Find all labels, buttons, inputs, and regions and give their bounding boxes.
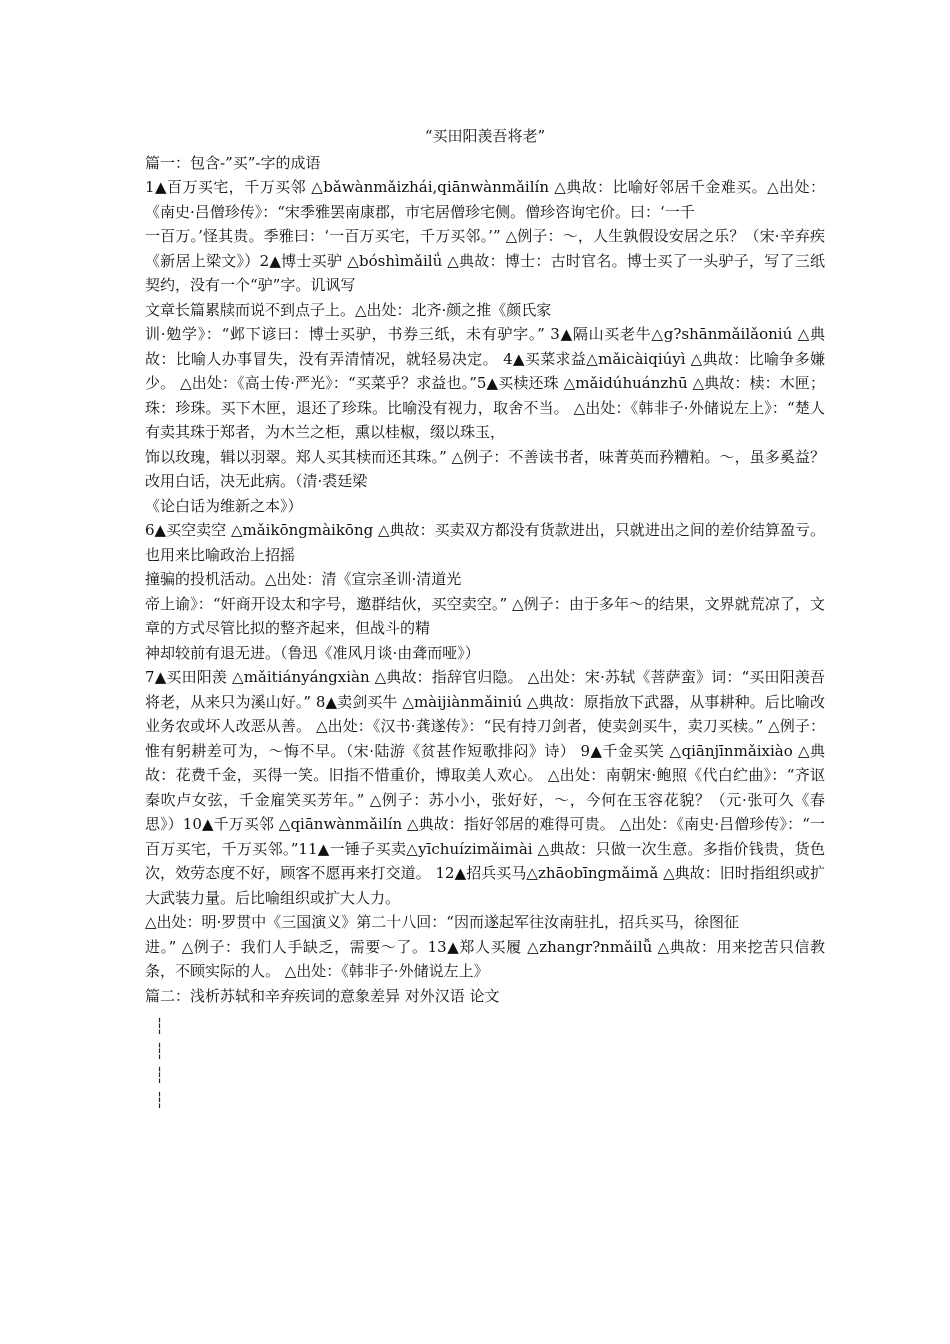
paragraph: 1▲百万买宅，千万买邻 △bǎwànmǎizhái,qiānwànmǎilín △典故：比喻好邻居千金难买。△出处：《南史·吕僧珍传》：“宋季雅罢南康郡，市宅居僧珍宅侧。僧珍咨询宅价。曰：‘一千 [145, 178, 825, 221]
paragraph: 进。” △例子：我们人手缺乏，需要～了。13▲郑人买履 △zhangr?nmǎilǚ △典故：用来挖苦只信教条，不顾实际的人。 △出处：《韩非子·外储说左上》 [145, 937, 825, 980]
paragraph: 帝上谕》：“奸商开设太和字号，邀群结伙，买空卖空。” △例子：由于多年～的结果，文界就荒凉了，文章的方式尽管比拟的整齐起来，但战斗的精 [145, 594, 825, 637]
page-title: “买田阳羡吾将老” [424, 127, 546, 145]
dotted-mark: ┆ [155, 1090, 165, 1109]
document-body [145, 124, 825, 1112]
section-heading-2: 篇二：浅析苏轼和辛弃疾词的意象差异 对外汉语 论文 [145, 986, 500, 1005]
paragraph: 《论白话为维新之本》） [145, 496, 303, 515]
paragraph: 文章长篇累牍而说不到点子上。△出处：北齐·颜之推《颜氏家 [145, 300, 552, 319]
paragraph-list [145, 175, 825, 984]
paragraph: 撞骗的投机活动。△出处：清《宣宗圣训·清道光 [145, 570, 462, 588]
paragraph: 神却较前有退无进。（鲁迅《准风月谈·由聋而哑》） [145, 643, 480, 662]
paragraph: 饰以玫瑰，辑以羽翠。郑人买其椟而还其珠。” △例子：不善读书者，味菁英而矜糟粕。～，虽多奚益？改用白话，决无此病。（清·裘廷梁 [145, 447, 825, 490]
section-heading-1: 篇一：包含-”买”-字的成语 [145, 153, 321, 172]
paragraph: 6▲买空卖空 △mǎikōngmàikōng △典故：买卖双方都没有货款进出，只就进出之间的差价结算盈亏。也用来比喻政治上招摇 [145, 521, 825, 564]
dotted-mark: ┆ [155, 1041, 165, 1060]
paragraph: 7▲买田阳羡 △mǎitiányángxiàn △典故：指辞官归隐。 △出处：宋·苏轼《菩萨蛮》词：“买田阳羡吾将老，从来只为溪山好。” 8▲卖剑买牛 △màijiànmǎiniú △典故：原指放下武器，从事耕种。后比喻改业务农或坏人改恶从善。 △出处：《汉书·龚遂传》：“民有持刀剑者，使卖剑买牛，卖刀买椟。” △例子：惟有躬耕差可为，～悔不早。（宋·陆游《贫甚作短歌排闷》诗） 9▲千金买笑 △qiānjīnmǎixiào △典故：花费千金，买得一笑。旧指不惜重价，博取美人欢心。 △出处：南朝宋·鲍照《代白纻曲》：“齐讴秦吹卢女弦，千金雇笑买芳年。” △例子：苏小小，张好好，～，今何在玉容花貌？（元·张可久《春思》）10▲千万买邻 △qiānwànmǎilín △典故：指好邻居的难得可贵。 △出处：《南史·吕僧珍传》：“一百万买宅，千万买邻。”11▲一锤子买卖△yīchuízimǎimài △典故：只做一次生意。多指价钱贵，货色次，效劳态度不好，顾客不愿再来打交道。 12▲招兵买马△zhāobīngmǎimǎ △典故：旧时指组织或扩大武装力量。后比喻组织或扩大人力。 [145, 668, 825, 907]
paragraph: △出处：明·罗贯中《三国演义》第二十八回：“因而遂起军往汝南驻扎，招兵买马，徐图征 [145, 913, 739, 931]
dotted-mark: ┆ [155, 1066, 165, 1084]
paragraph: 一百万。’怪其贵。季雅曰：‘一百万买宅，千万买邻。’” △例子：～，人生孰假设安居之乐？（宋·辛弃疾《新居上梁文》）2▲博士买驴 △bóshìmǎilǘ △典故：博士：古时官名。博士买了一头驴子，写了三纸契约，没有一个“驴”字。讥讽写 [145, 227, 825, 294]
paragraph: 训·勉学》：“邺下谚曰：博士买驴，书券三纸，未有驴字。” 3▲隔山买老牛△g?shānmǎilǎoniú △典故：比喻人办事冒失，没有弄清情况，就轻易决定。 4▲买菜求益△mǎicàiqiúyì △典故：比喻争多嫌少。 △出处：《高士传·严光》：“买菜乎？求益也。”5▲买椟还珠 △mǎidúhuánzhū △典故：椟：木匣；珠：珍珠。买下木匣，退还了珍珠。比喻没有视力，取舍不当。 △出处：《韩非子·外储说左上》：“楚人有卖其珠于郑者，为木兰之柜，熏以桂椒，缀以珠玉， [145, 325, 825, 441]
dotted-mark: ┆ [155, 1017, 165, 1035]
dotted-marks [145, 1014, 825, 1112]
